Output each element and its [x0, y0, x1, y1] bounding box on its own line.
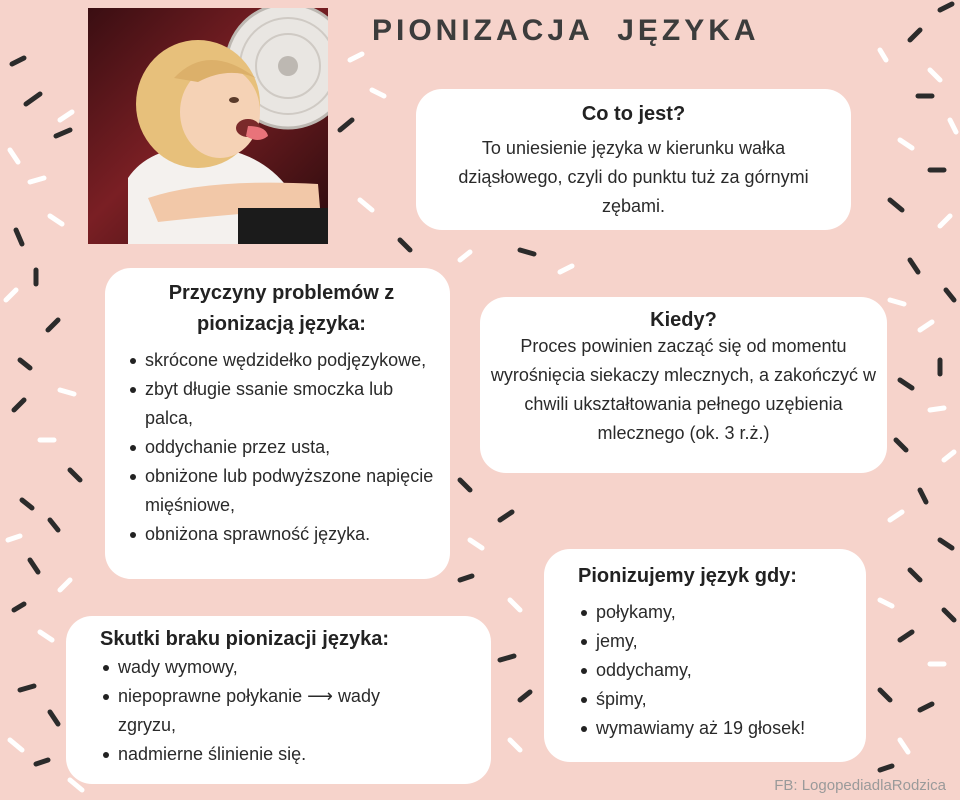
list-item: jemy, [578, 627, 850, 656]
list-item: oddychanie przez usta, [127, 433, 436, 462]
list-item: obniżone lub podwyższone napięcie mięśniowe, [127, 462, 436, 520]
list-item: oddychamy, [578, 656, 850, 685]
card-raise-tongue-heading: Pionizujemy język gdy: [578, 565, 797, 587]
list-item: wymawiamy aż 19 głosek! [578, 714, 850, 743]
card-effects-heading: Skutki braku pionizacji języka: [100, 628, 389, 650]
card-effects [66, 616, 491, 784]
card-when [480, 297, 887, 473]
footer-credit: FB: LogopediadlaRodzica [774, 777, 946, 794]
list-item: wady wymowy, [100, 653, 431, 682]
list-item: skrócone wędzidełko podjęzykowe, [127, 346, 436, 375]
child-photo [88, 8, 328, 244]
card-causes-heading: Przyczyny problemów z pionizacją języka: [168, 282, 395, 335]
child-illustration [88, 8, 328, 244]
list-item: zbyt długie ssanie smoczka lub palca, [127, 375, 436, 433]
card-what-is-it-heading: Co to jest? [581, 103, 686, 125]
card-when-text: Proces powinien zacząć się od momentu wyrośnięcia siekaczy mlecznych, a zakończyć w chwili ukształtowania pełnego uzębienia mlecznego (ok. 3 r.ż.) [490, 336, 877, 443]
causes-list [127, 346, 436, 549]
effects-list [100, 653, 471, 769]
list-item: obniżona sprawność języka. [127, 520, 436, 549]
card-causes [105, 268, 450, 579]
card-raise-tongue [544, 549, 866, 762]
card-what-is-it-text: To uniesienie języka w kierunku wałka dziąsłowego, czyli do punktu tuż za górnymi zębami. [458, 138, 809, 216]
list-item: śpimy, [578, 685, 850, 714]
raise-list [578, 598, 850, 743]
page-title: PIONIZACJA JĘZYKA [372, 14, 760, 47]
card-what-is-it [416, 89, 851, 230]
list-item: połykamy, [578, 598, 850, 627]
list-item: niepoprawne połykanie ⟶ wady zgryzu, [100, 682, 431, 740]
card-when-heading: Kiedy? [650, 309, 717, 331]
list-item: nadmierne ślinienie się. [100, 740, 431, 769]
